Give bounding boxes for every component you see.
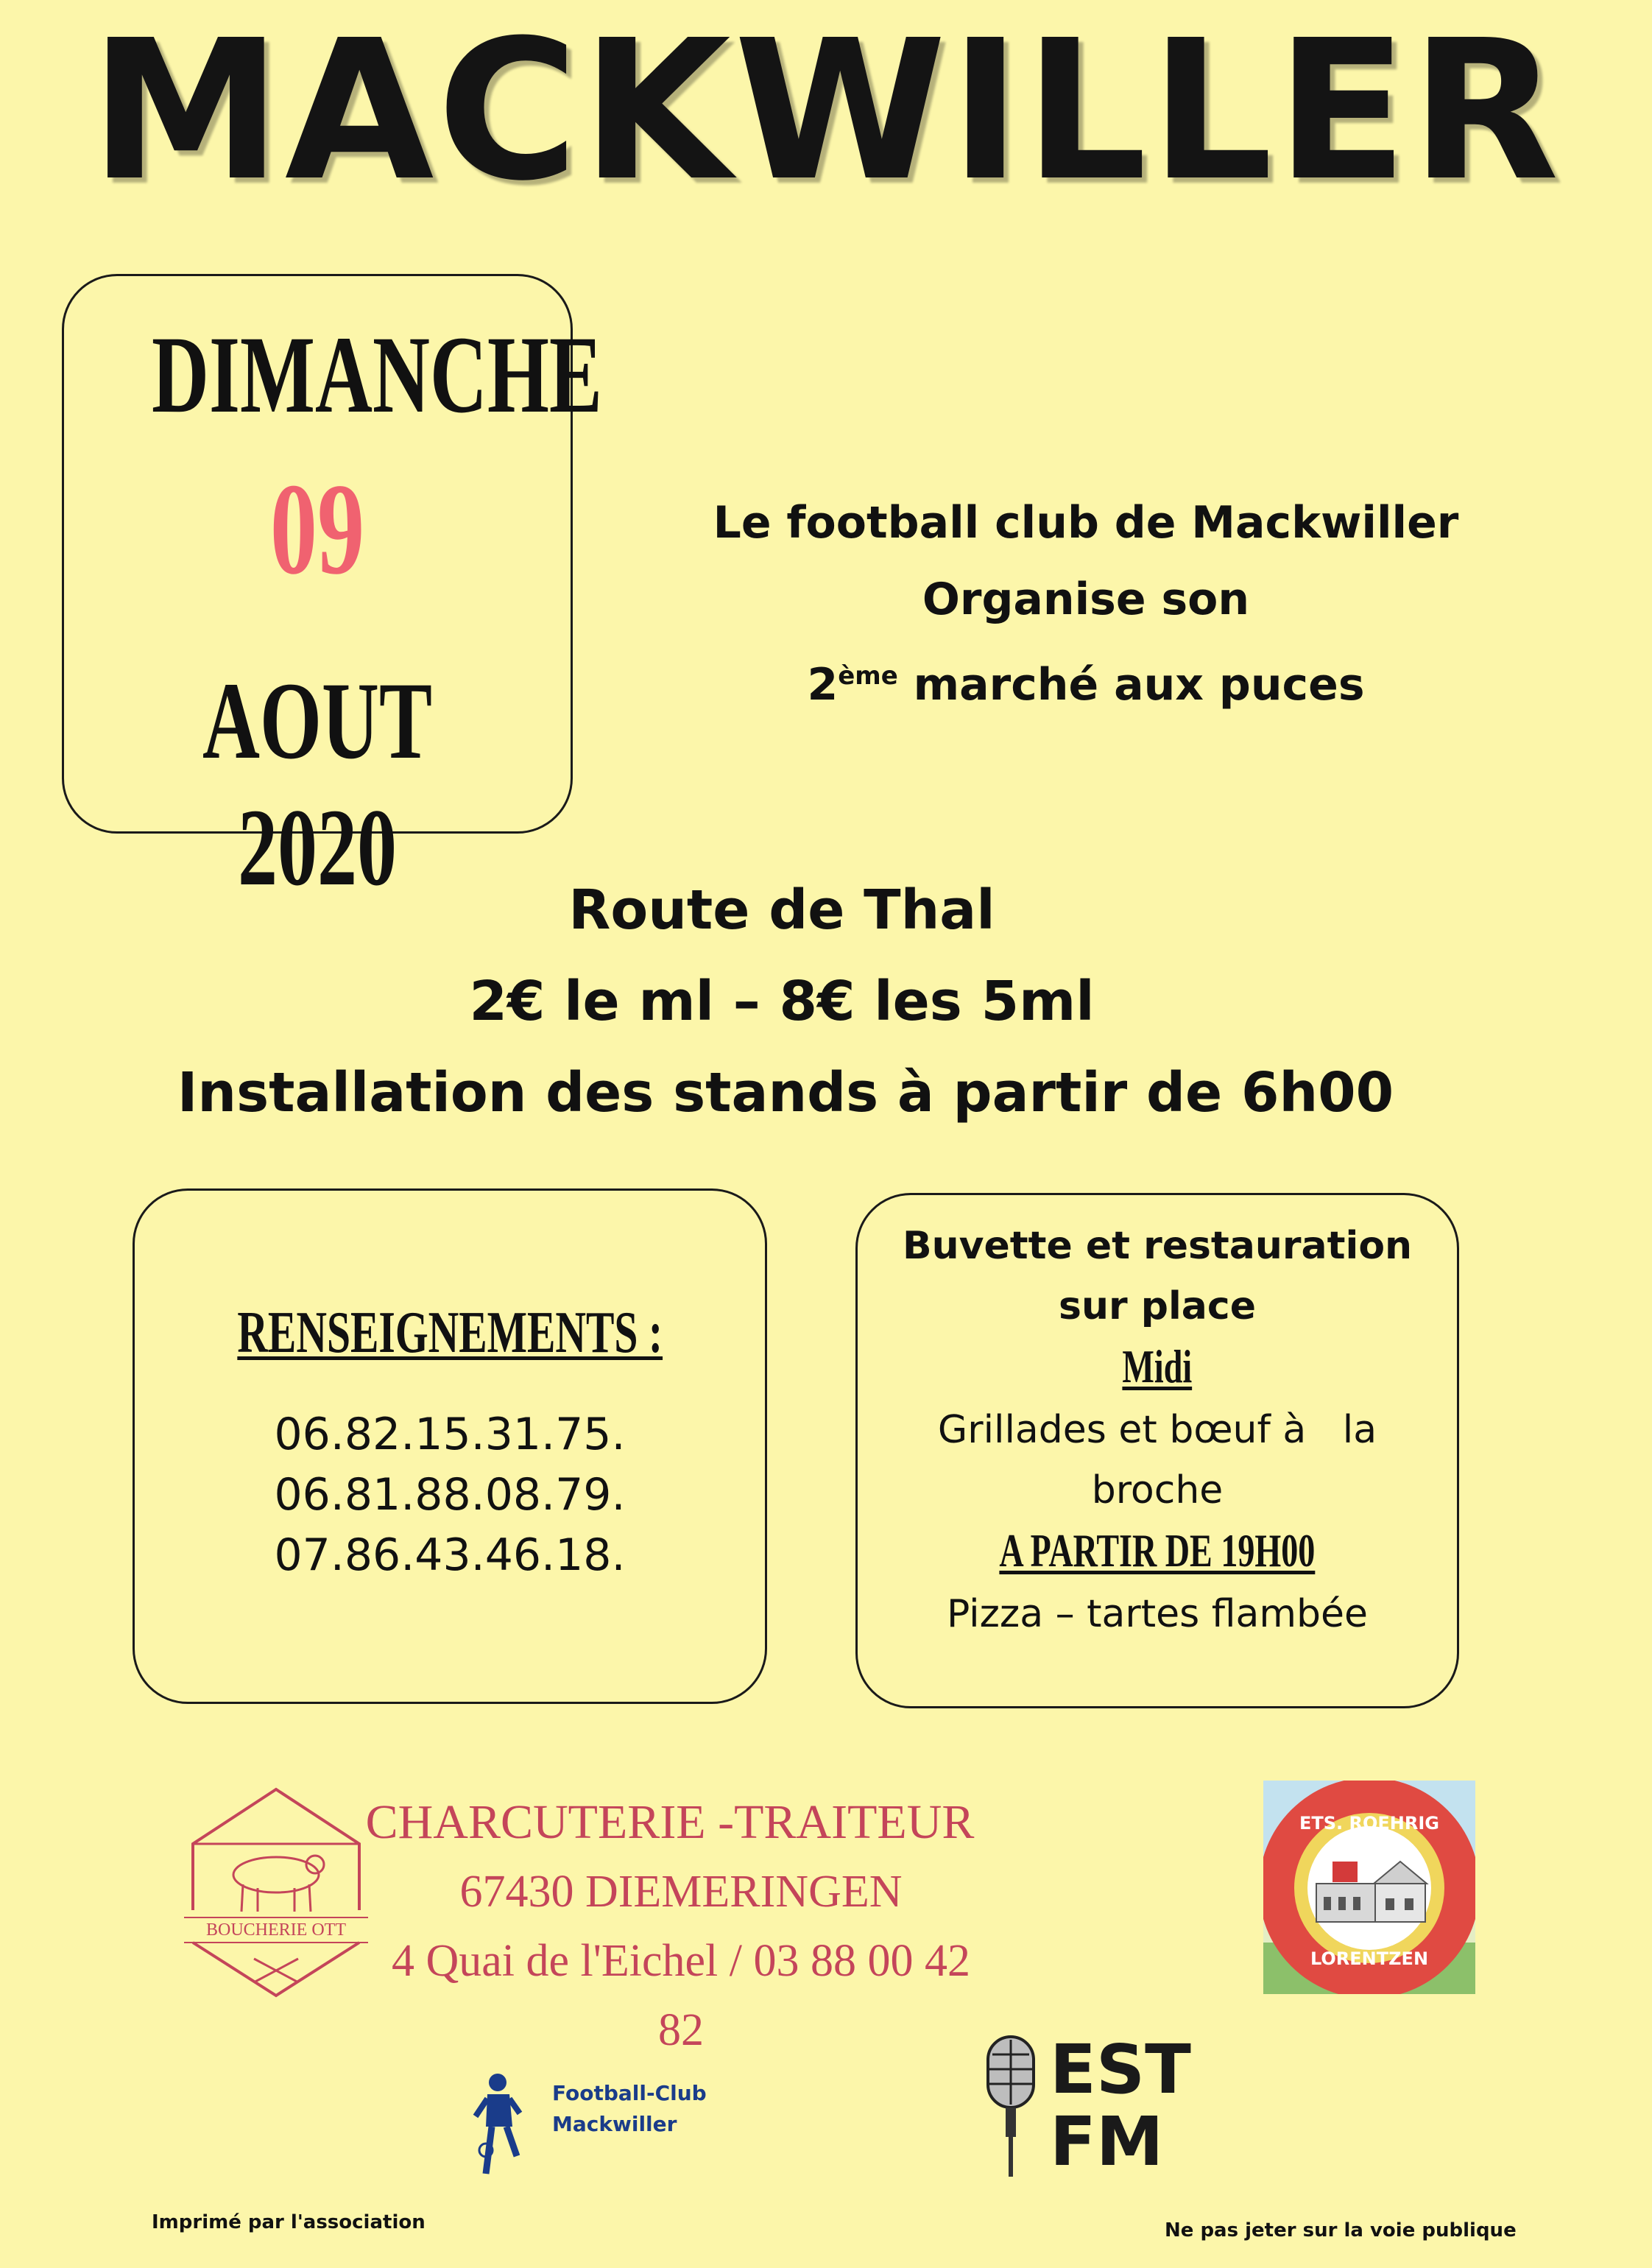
midi-menu-line-1: Grillades et bœuf à la (937, 1408, 1377, 1452)
evening-label: A PARTIR DE 19H00 (999, 1524, 1316, 1577)
date-number: 09 (269, 456, 365, 602)
ordinal-number: 2 (807, 659, 839, 711)
ordinal-suffix: ème (838, 661, 898, 691)
radio-line-1: EST (1050, 2030, 1191, 2109)
microphone-logo (978, 2032, 1044, 2180)
food-line-1: Buvette et restauration (902, 1224, 1413, 1268)
football-club-text (552, 2078, 773, 2140)
microphone-icon (978, 2032, 1044, 2180)
roehrig-logo (1263, 1781, 1475, 1994)
phone-number: 06.81.88.08.79. (274, 1469, 626, 1521)
event-price: 2€ le ml – 8€ les 5ml (469, 970, 1095, 1033)
radio-line-2: FM (1050, 2102, 1164, 2181)
date-day: DIMANCHE (151, 314, 602, 436)
roehrig-bottom-text: LORENTZEN (1310, 1948, 1429, 1969)
roehrig-badge-icon (1263, 1781, 1475, 1994)
date-box (62, 274, 602, 909)
football-club-logo (471, 2071, 523, 2181)
evening-menu: Pizza – tartes flambée (946, 1592, 1369, 1636)
market-name: marché aux puces (913, 659, 1365, 711)
food-box (855, 1193, 1459, 1708)
organizer-block (633, 485, 1539, 723)
butcher-shop-icon (184, 1785, 368, 1998)
butcher-line-1: CHARCUTERIE -TRAITEUR (365, 1795, 975, 1849)
date-month: AOUT 2020 (202, 660, 433, 909)
info-box (133, 1188, 767, 1704)
footer-printed-by: Imprimé par l'association (152, 2211, 426, 2233)
butcher-logo-text: BOUCHERIE OTT (206, 1920, 346, 1940)
football-club-line-2: Mackwiller (552, 2112, 677, 2136)
event-setup-time: Installation des stands à partir de 6h00 (177, 1061, 1394, 1124)
football-club-line-1: Football-Club (552, 2081, 707, 2105)
phone-list (135, 1404, 765, 1585)
midi-label: Midi (1122, 1340, 1193, 1392)
poster-title: MACKWILLER (90, 0, 1562, 223)
organizer-line-3 (633, 638, 1539, 723)
radio-text (1050, 2030, 1197, 2181)
footer-notice: Ne pas jeter sur la voie publique (1165, 2219, 1517, 2241)
info-heading: RENSEIGNEMENTS : (237, 1300, 663, 1365)
butcher-logo (184, 1785, 368, 1998)
midi-menu-line-2: broche (1091, 1468, 1224, 1512)
butcher-line-2: 67430 DIEMERINGEN (459, 1867, 903, 1917)
roehrig-top-text: ETS. ROEHRIG (1299, 1813, 1439, 1834)
butcher-line-3: 4 Quai de l'Eichel / 03 88 00 42 82 (391, 1936, 971, 2055)
event-details (0, 864, 1652, 1138)
food-line-2: sur place (1059, 1284, 1256, 1328)
butcher-sponsor-text (353, 1788, 986, 2065)
organizer-line-1: Le football club de Mackwiller (713, 497, 1459, 549)
event-location: Route de Thal (568, 878, 995, 942)
organizer-line-2: Organise son (922, 574, 1250, 625)
phone-number: 06.82.15.31.75. (274, 1409, 626, 1460)
phone-number: 07.86.43.46.18. (274, 1529, 626, 1581)
footballer-icon (471, 2071, 523, 2181)
